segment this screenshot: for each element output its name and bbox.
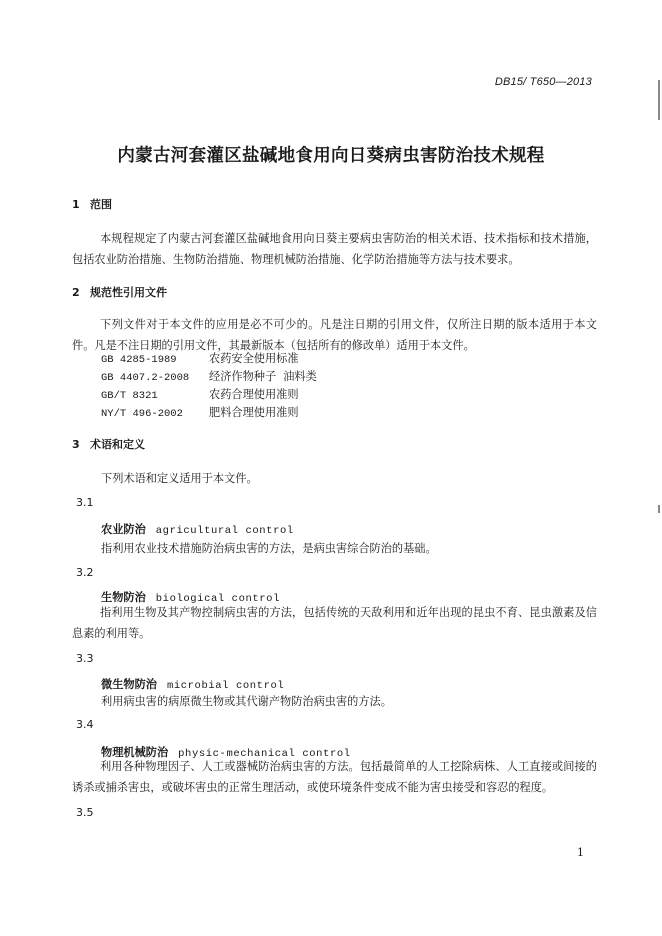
term-zh: 生物防治 [101, 591, 146, 604]
term-en: physic-mechanical control [178, 748, 351, 760]
term-definition: 指利用生物及其产物控制病虫害的方法，包括传统的天敌利用和近年出现的昆虫不育、昆虫激素及信息素的利用等。 [72, 606, 597, 640]
reference-name: 农药合理使用准则 [209, 388, 299, 401]
document-title: 内蒙古河套灌区盐碱地食用向日葵病虫害防治技术规程 [117, 146, 545, 166]
term-en: agricultural control [155, 525, 294, 537]
reference-name: 农药安全使用标准 [209, 352, 299, 365]
clause-number: 3.5 [76, 806, 94, 819]
section-1-heading [72, 196, 112, 212]
term-en: biological control [155, 593, 280, 605]
section-number: 2 [72, 286, 80, 299]
page-number: 1 [577, 846, 584, 859]
section-3-body: 下列术语和定义适用于本文件。 [101, 472, 258, 485]
section-number: 1 [72, 198, 80, 211]
reference-name: 肥料合理使用准则 [209, 406, 299, 419]
clause-number: 3.4 [76, 718, 94, 731]
reference-row [101, 386, 299, 402]
section-title: 术语和定义 [90, 438, 145, 451]
term-en: microbial control [166, 680, 285, 692]
reference-row [101, 404, 299, 420]
term-heading [101, 676, 284, 692]
section-2-body: 下列文件对于本文件的应用是必不可少的。凡是注日期的引用文件，仅所注日期的版本适用于本文件。凡是不注日期的引用文件，其最新版本（包括所有的修改单）适用于本文件。 [72, 318, 597, 352]
scan-edge-mark [658, 505, 660, 513]
clause-number: 3.3 [76, 652, 94, 665]
reference-code: GB 4407.2-2008 [101, 372, 190, 384]
term-zh: 农业防治 [101, 523, 146, 536]
reference-row [101, 350, 299, 366]
standard-number: DB15/ T650—2013 [494, 76, 592, 88]
reference-code: NY/T 496-2002 [101, 408, 183, 420]
section-title: 规范性引用文件 [90, 286, 167, 299]
reference-code: GB 4285-1989 [101, 354, 177, 366]
term-zh: 微生物防治 [101, 678, 157, 691]
reference-row [101, 368, 317, 384]
clause-number: 3.2 [76, 566, 94, 579]
reference-name: 经济作物种子 油料类 [209, 370, 317, 383]
reference-code: GB/T 8321 [101, 390, 158, 402]
term-heading [101, 521, 294, 537]
section-title: 范围 [90, 198, 112, 211]
section-3-heading [72, 436, 145, 452]
clause-number: 3.1 [76, 496, 94, 509]
scan-edge-mark [658, 80, 660, 120]
section-number: 3 [72, 438, 80, 451]
section-2-heading [72, 284, 167, 300]
term-definition: 利用病虫害的病原微生物或其代谢产物防治病虫害的方法。 [101, 695, 392, 708]
term-definition: 利用各种物理因子、人工或器械防治病虫害的方法。包括最简单的人工挖除病株、人工直接或间接的诱杀或捕杀害虫，或破坏害虫的正常生理活动，或使环境条件变成不能为害虫接受和容忍的程度。 [72, 760, 597, 794]
section-1-body: 本规程规定了内蒙古河套灌区盐碱地食用向日葵主要病虫害防治的相关术语、技术指标和技术措施，包括农业防治措施、生物防治措施、物理机械防治措施、化学防治措施等方法与技术要求。 [72, 232, 597, 266]
term-definition: 指利用农业技术措施防治病虫害的方法，是病虫害综合防治的基础。 [101, 542, 437, 555]
term-zh: 物理机械防治 [101, 746, 169, 759]
